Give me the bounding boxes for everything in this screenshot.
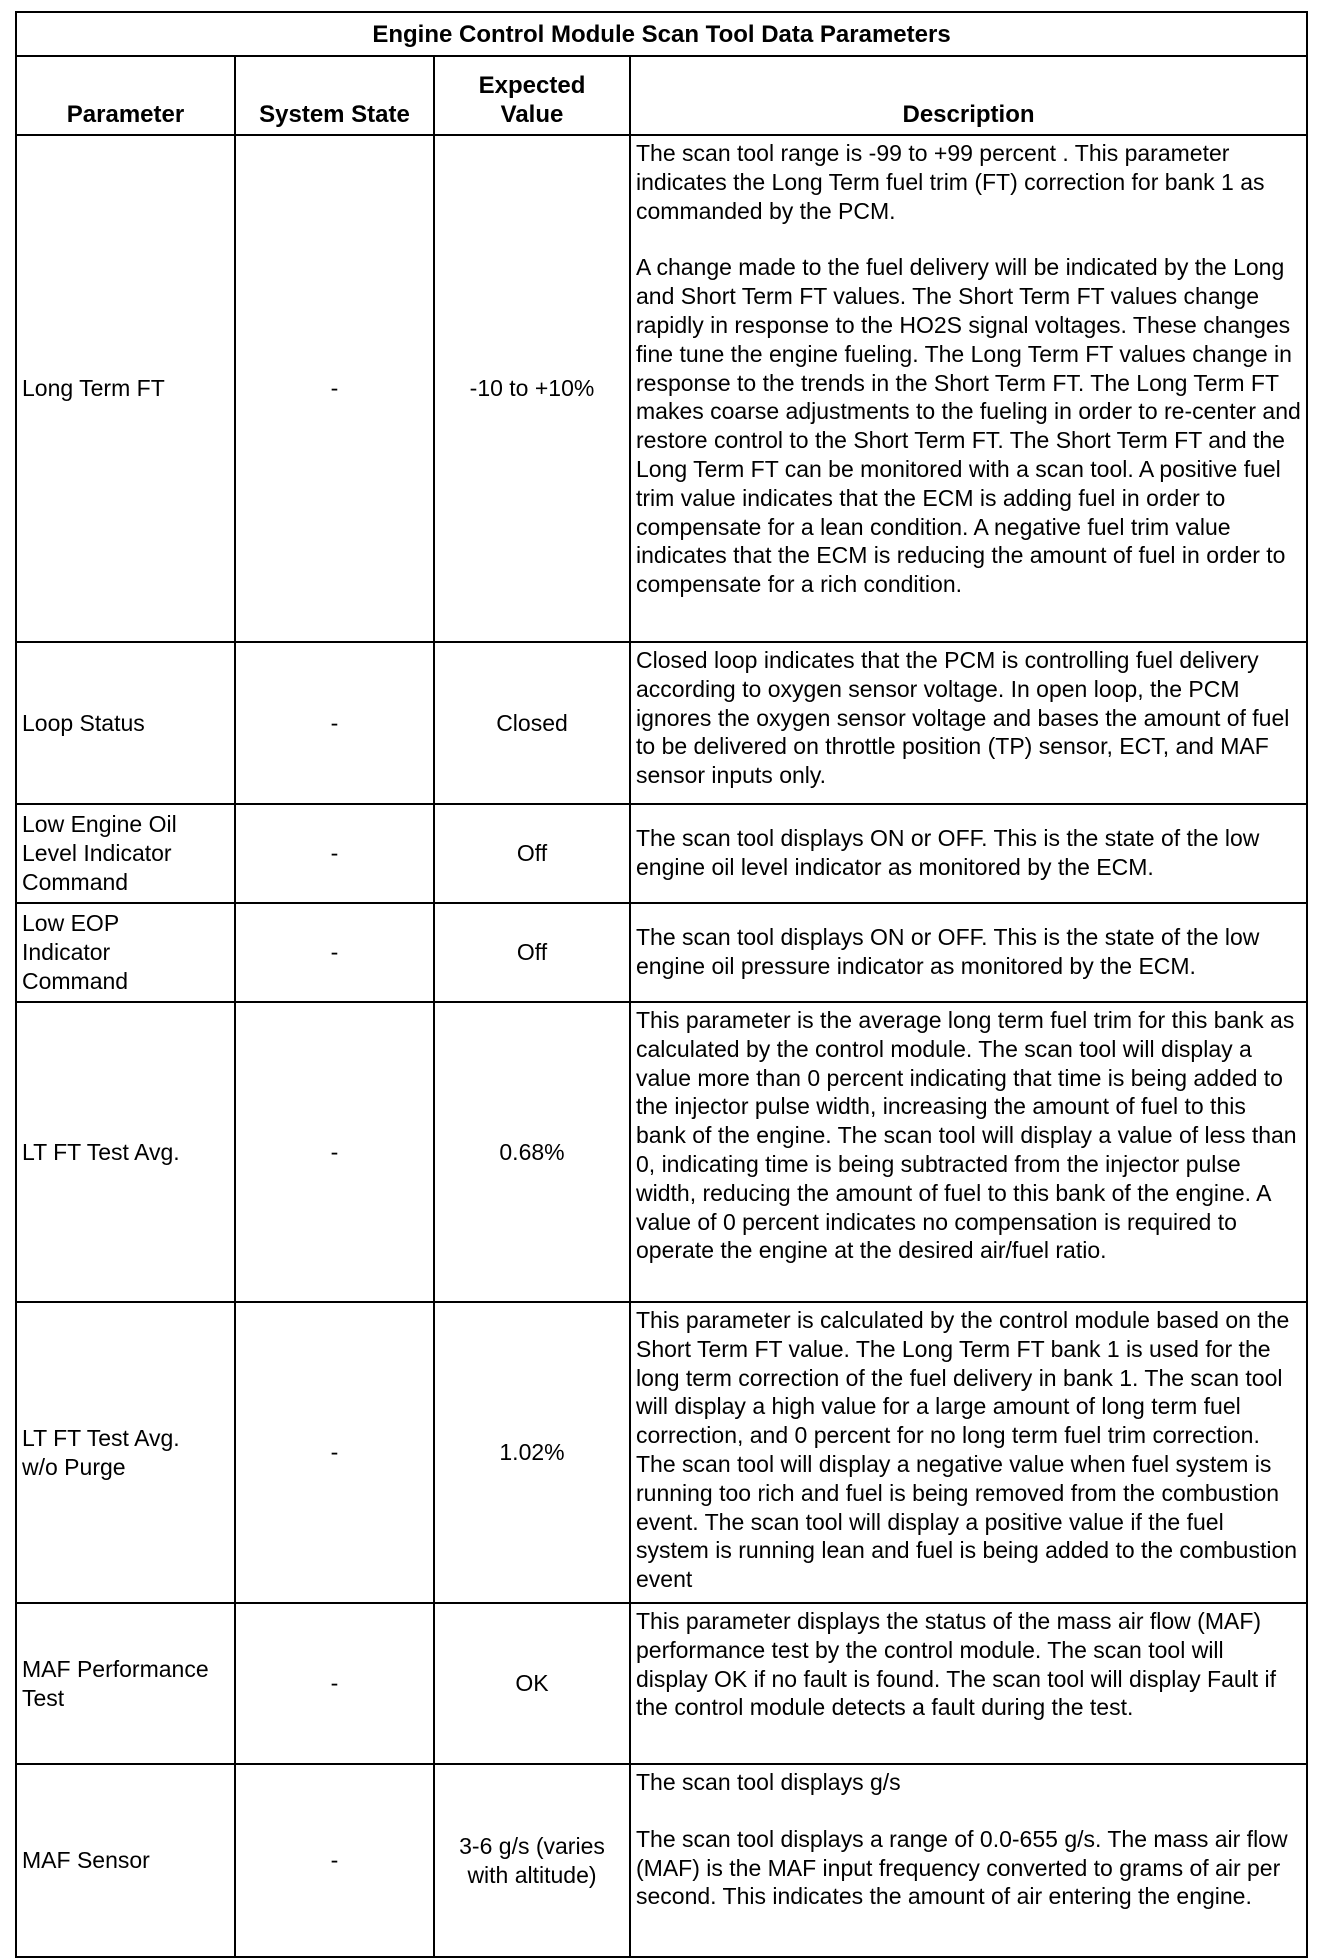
parameter-cell: Long Term FT: [16, 135, 235, 642]
description-paragraph: This parameter is the average long term fuel trim for this bank as calculated by the control module. The scan tool will display a value more than 0 percent indicating that time is being added to the injector pulse width, increasing the amount of fuel to this bank of the engine. The scan tool will display a value of less than 0, indicating time is being subtracted from the injector pulse width, reducing the amount of fuel to this bank of the engine. A value of 0 percent indicates no compensation is required to operate the engine at the desired air/fuel ratio.: [636, 1007, 1297, 1264]
description-cell: [630, 804, 1307, 903]
description-paragraph: The scan tool displays ON or OFF. This is the state of the low engine oil level indicator as monitored by the ECM.: [636, 825, 1260, 880]
table-row: [16, 135, 1307, 642]
header-parameter: Parameter: [16, 56, 235, 135]
table-title: Engine Control Module Scan Tool Data Parameters: [16, 12, 1307, 56]
parameter-cell: MAF Performance Test: [16, 1603, 235, 1764]
system-state-cell: -: [235, 1002, 434, 1302]
system-state-cell: -: [235, 804, 434, 903]
expected-value-cell: Off: [434, 804, 630, 903]
description-paragraph: This parameter displays the status of the mass air flow (MAF) performance test by the control module. The scan tool will display OK if no fault is found. The scan tool will display Fault if the control module detects a fault during the test.: [636, 1608, 1277, 1721]
description-paragraph: The scan tool displays g/s: [636, 1769, 901, 1795]
description-paragraph: The scan tool range is -99 to +99 percent . This parameter indicates the Long Term fuel trim (FT) correction for bank 1 as commanded by the PCM.: [636, 140, 1265, 224]
system-state-cell: -: [235, 642, 434, 804]
system-state-cell: -: [235, 1764, 434, 1957]
description-cell: [630, 1002, 1307, 1302]
table-header-row: [16, 56, 1307, 135]
table-row: [16, 1302, 1307, 1603]
expected-value-cell: -10 to +10%: [434, 135, 630, 642]
header-description: Description: [630, 56, 1307, 135]
description-paragraph: This parameter is calculated by the control module based on the Short Term FT value. The Long Term FT bank 1 is used for the long term correction of the fuel delivery in bank 1. The scan tool will display a high value for a large amount of long term fuel correction, and 0 percent for no long term fuel trim correction. The scan tool will display a negative value when fuel system is running too rich and fuel is being removed from the combustion event. The scan tool will display a positive value if the fuel system is running lean and fuel is being added to the combustion event: [636, 1307, 1298, 1593]
expected-value-cell: Off: [434, 903, 630, 1002]
description-cell: [630, 1302, 1307, 1603]
parameter-cell: LT FT Test Avg. w/o Purge: [16, 1302, 235, 1603]
system-state-cell: -: [235, 903, 434, 1002]
parameter-cell: LT FT Test Avg.: [16, 1002, 235, 1302]
description-cell: [630, 903, 1307, 1002]
expected-value-cell: 0.68%: [434, 1002, 630, 1302]
system-state-cell: -: [235, 1302, 434, 1603]
header-system-state: System State: [235, 56, 434, 135]
expected-value-cell: 1.02%: [434, 1302, 630, 1603]
description-paragraph: The scan tool displays ON or OFF. This is the state of the low engine oil pressure indicator as monitored by the ECM.: [636, 924, 1260, 979]
parameter-cell: Low Engine Oil Level Indicator Command: [16, 804, 235, 903]
scan-tool-data-table: [15, 11, 1308, 1958]
expected-value-cell: OK: [434, 1603, 630, 1764]
table-row: [16, 1603, 1307, 1764]
expected-value-cell: 3-6 g/s (varies with altitude): [434, 1764, 630, 1957]
table-row: [16, 1764, 1307, 1957]
table-title-row: [16, 12, 1307, 56]
parameter-cell: MAF Sensor: [16, 1764, 235, 1957]
description-cell: [630, 642, 1307, 804]
description-cell: [630, 1603, 1307, 1764]
description-cell: [630, 1764, 1307, 1957]
table-row: [16, 903, 1307, 1002]
expected-value-cell: Closed: [434, 642, 630, 804]
system-state-cell: -: [235, 135, 434, 642]
description-paragraph: Closed loop indicates that the PCM is controlling fuel delivery according to oxygen sensor voltage. In open loop, the PCM ignores the oxygen sensor voltage and bases the amount of fuel to be delivered on throttle position (TP) sensor, ECT, and MAF sensor inputs only.: [636, 647, 1290, 789]
table-row: [16, 804, 1307, 903]
parameter-cell: Low EOP Indicator Command: [16, 903, 235, 1002]
header-expected-value: Expected Value: [434, 56, 630, 135]
system-state-cell: -: [235, 1603, 434, 1764]
description-paragraph: A change made to the fuel delivery will be indicated by the Long and Short Term FT values. The Short Term FT values change rapidly in response to the HO2S signal voltages. These changes fine tune the engine fueling. The Long Term FT values change in response to the trends in the Short Term FT. The Long Term FT makes coarse adjustments to the fueling in order to re-center and restore control to the Short Term FT. The Short Term FT and the Long Term FT can be monitored with a scan tool. A positive fuel trim value indicates that the ECM is adding fuel in order to compensate for a lean condition. A negative fuel trim value indicates that the ECM is reducing the amount of fuel in order to compensate for a rich condition.: [636, 254, 1301, 598]
description-cell: [630, 135, 1307, 642]
parameter-cell: Loop Status: [16, 642, 235, 804]
description-paragraph: The scan tool displays a range of 0.0-655 g/s. The mass air flow (MAF) is the MAF input frequency converted to grams of air per second. This indicates the amount of air entering the engine.: [636, 1825, 1288, 1910]
table-row: [16, 642, 1307, 804]
table-row: [16, 1002, 1307, 1302]
